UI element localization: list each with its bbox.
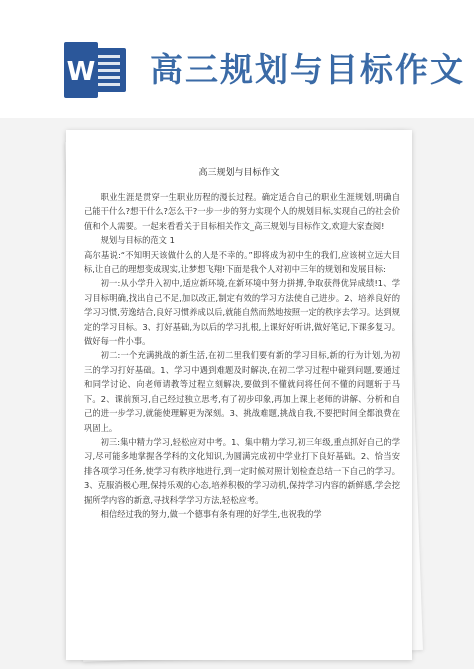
- paragraph-grade-two: 初二:一个充满挑战的新生活,在初二里我们要有新的学习目标,新的行为计划,为初三的学习打好基础。1、学习中遇到难题及时解决,在初二学习过程中碰到问题,要通过和同学讨论、向老师请教等过程立刻解决,要做到不懂就问将任何不懂的问题斩于马下。2、课前预习,自己经过独立思考,有了初步印象,再加上课上老师的讲解、分析和自己的进一步学习,就能使理解更为深刻。3、挑战难题,挑战自我,不要把时间全都浪费在巩固上。: [84, 350, 400, 433]
- word-logo-letter: W: [66, 57, 96, 87]
- paragraph-closing: 相信经过我的努力,做一个德事有条有理的好学生,也祝我的学: [100, 508, 322, 519]
- document-body: [84, 190, 400, 521]
- banner: [0, 0, 474, 130]
- document-title: 高三规划与目标作文: [198, 168, 280, 178]
- banner-title: 高三规划与目标作文: [150, 50, 465, 89]
- document-page: [66, 130, 412, 660]
- paragraph-grade-one: 初一:从小学升入初中,适应新环境,在新环境中努力拼搏,争取获得优异成绩!1、学习目标明确,找出自己不足,加以改正,制定有效的学习方法使自己进步。2、培养良好的学习习惯,劳逸结合,良好习惯养成以后,就能自然而然地按照一定的秩序去学习。达到规定的学习目标。3、打好基础,为以后的学习扎根,上课好好听讲,做好笔记,下课多复习。做好每一件小事。: [84, 278, 400, 347]
- paragraph-intro: 职业生涯是贯穿一生职业历程的漫长过程。确定适合自己的职业生涯规划,明确自己能干什么?想干什么?怎么干?一步一步的努力实现个人的规划目标,实现自己的社会价值和个人需要。一起来看看关于目标相关作文_高三规划与目标作文,欢迎大家查阅!: [84, 192, 400, 231]
- word-logo-icon: [64, 42, 128, 98]
- paragraph-grade-three: 初三:集中精力学习,轻松应对中考。1、集中精力学习,初三年级,重点抓好自己的学习,尽可能多地掌握各学科的文化知识,为圆满完成初中学业打下良好基础。2、恰当安排各项学习任务,使学习有秩序地进行,到一定时候对照计划检查总结一下自己的学习。3、克服消极心理,保持乐观的心态,培养积极的学习动机,保持学习内容的新鲜感,学会挖掘所学内容的新意,寻找科学学习方法,轻松应考。: [84, 436, 400, 505]
- section-heading: 规划与目标的范文 1: [100, 235, 175, 246]
- paragraph-quote: 高尔基说:“不知明天该做什么的人是不幸的。”即将成为初中生的我们,应该树立远大目标,让自己的理想变成现实,让梦想飞翔!下面是我个人对初中三年的规划和发展目标:: [84, 249, 400, 275]
